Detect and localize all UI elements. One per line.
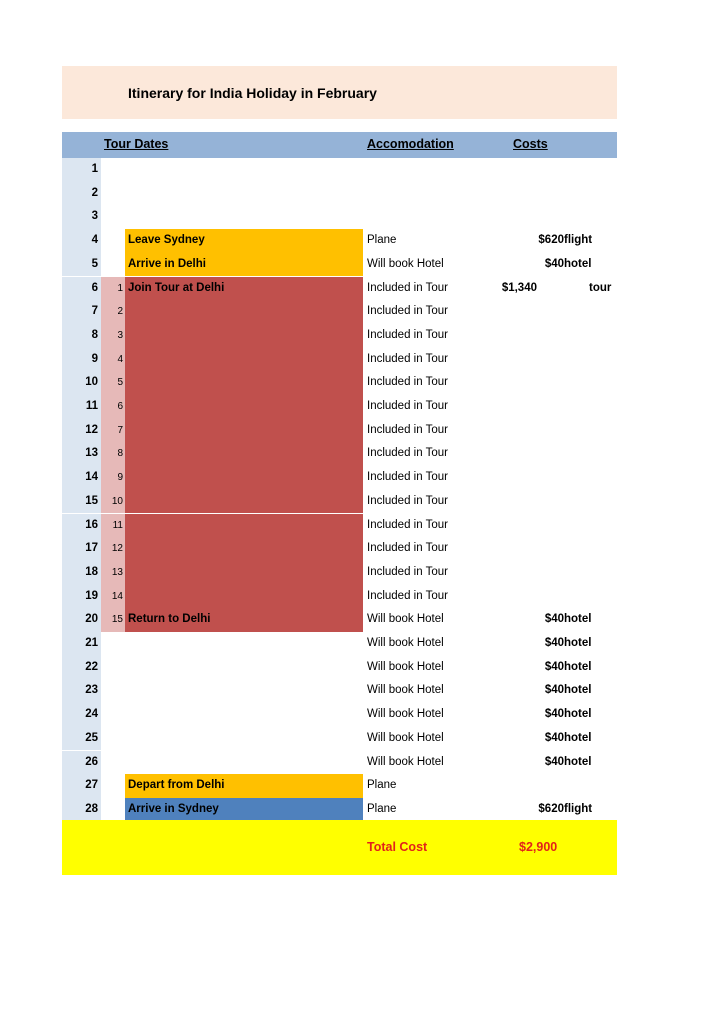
cost-type: hotel [564, 731, 592, 744]
day-number: 15 [62, 490, 101, 514]
table-row [62, 277, 617, 301]
tour-day-number: 6 [101, 395, 125, 419]
cost-type: hotel [564, 684, 592, 697]
cost-amount: $40 [544, 613, 564, 626]
table-row [62, 798, 617, 822]
tour-day-number: 2 [101, 300, 125, 324]
activity-cell [125, 561, 363, 585]
day-number: 9 [62, 348, 101, 372]
accomodation-cell: Included in Tour [367, 352, 448, 365]
cost-amount: $40 [544, 257, 564, 270]
total-cost-label: Total Cost [367, 840, 428, 854]
table-row [62, 371, 617, 395]
cost-type: hotel [564, 613, 592, 626]
cost-amount: $40 [544, 708, 564, 721]
day-number: 27 [62, 774, 101, 798]
activity-cell [125, 442, 363, 466]
day-number: 5 [62, 253, 101, 277]
activity-cell: Depart from Delhi [125, 774, 363, 798]
table-row [62, 442, 617, 466]
table-row [62, 608, 617, 632]
activity-cell [125, 490, 363, 514]
accomodation-cell: Will book Hotel [367, 708, 444, 721]
cost-type: tour [589, 281, 612, 294]
activity-cell [125, 371, 363, 395]
day-number: 23 [62, 679, 101, 703]
day-number: 14 [62, 466, 101, 490]
day-number: 26 [62, 751, 101, 775]
accomodation-cell: Included in Tour [367, 281, 448, 294]
accomodation-cell: Included in Tour [367, 447, 448, 460]
cost-amount: $40 [544, 684, 564, 697]
accomodation-cell: Will book Hotel [367, 731, 444, 744]
cost-amount: $1,340 [501, 281, 537, 294]
day-number: 3 [62, 205, 101, 229]
activity-cell: Leave Sydney [125, 229, 363, 253]
title-bar [62, 66, 617, 119]
cost-amount: $40 [544, 755, 564, 768]
tour-day-number: 4 [101, 348, 125, 372]
column-header-row [62, 132, 617, 158]
activity-cell: Arrive in Sydney [125, 798, 363, 822]
accomodation-cell: Included in Tour [367, 400, 448, 412]
accomodation-cell: Plane [367, 234, 397, 247]
cost-amount: $40 [544, 637, 564, 649]
tour-day-number: 3 [101, 324, 125, 348]
day-number: 25 [62, 727, 101, 751]
cost-type: flight [564, 234, 593, 247]
table-row [62, 585, 617, 609]
activity-cell [125, 537, 363, 561]
accomodation-cell: Plane [367, 779, 397, 792]
table-row [62, 158, 617, 182]
day-number: 22 [62, 656, 101, 680]
table-row [62, 727, 617, 751]
tour-day-number: 10 [101, 490, 125, 514]
activity-cell [125, 348, 363, 372]
tour-day-number: 1 [101, 277, 125, 301]
accomodation-cell: Included in Tour [367, 565, 448, 578]
tour-day-number: 15 [101, 608, 125, 632]
table-row [62, 537, 617, 561]
activity-cell [125, 514, 363, 538]
table-row [62, 395, 617, 419]
accomodation-cell: Included in Tour [367, 305, 448, 318]
cost-type: hotel [564, 660, 592, 673]
tour-day-number: 11 [101, 514, 125, 538]
day-number: 17 [62, 537, 101, 561]
day-number: 18 [62, 561, 101, 585]
day-number: 2 [62, 182, 101, 206]
tour-day-number: 13 [101, 561, 125, 585]
table-row [62, 348, 617, 372]
cost-amount: $620 [538, 802, 564, 815]
day-number: 7 [62, 300, 101, 324]
tour-day-number: 8 [101, 442, 125, 466]
day-number: 13 [62, 442, 101, 466]
cost-type: hotel [564, 708, 592, 721]
cost-amount: $40 [544, 731, 564, 744]
sheet-title: Itinerary for India Holiday in February [128, 85, 377, 101]
table-row [62, 205, 617, 229]
total-cost-value: $2,900 [519, 840, 558, 854]
tour-day-number: 9 [101, 466, 125, 490]
accomodation-cell: Included in Tour [367, 589, 448, 602]
accomodation-cell: Included in Tour [367, 423, 448, 436]
day-number: 28 [62, 798, 101, 822]
activity-cell [125, 395, 363, 419]
accomodation-cell: Included in Tour [367, 494, 448, 507]
tour-day-number: 5 [101, 371, 125, 395]
cost-amount: $40 [544, 660, 564, 673]
day-number: 24 [62, 703, 101, 727]
table-row [62, 182, 617, 206]
accomodation-cell: Included in Tour [367, 471, 448, 484]
accomodation-cell: Included in Tour [367, 376, 448, 389]
table-row [62, 514, 617, 538]
table-row [62, 632, 617, 656]
cost-type: flight [564, 802, 593, 815]
activity-cell [125, 419, 363, 443]
cost-amount: $620 [538, 234, 564, 247]
day-number: 11 [62, 395, 101, 419]
header-tour-dates: Tour Dates [104, 137, 169, 151]
accomodation-cell: Plane [367, 802, 397, 815]
day-number: 20 [62, 608, 101, 632]
tour-day-number: 12 [101, 537, 125, 561]
activity-cell [125, 585, 363, 609]
table-row [62, 490, 617, 514]
accomodation-cell: Will book Hotel [367, 755, 444, 768]
day-number: 1 [62, 158, 101, 182]
table-row [62, 300, 617, 324]
activity-cell: Return to Delhi [125, 608, 363, 632]
table-row [62, 751, 617, 775]
day-number: 16 [62, 514, 101, 538]
activity-cell: Join Tour at Delhi [125, 277, 363, 301]
activity-cell [125, 324, 363, 348]
activity-cell [125, 466, 363, 490]
day-number: 8 [62, 324, 101, 348]
accomodation-cell: Included in Tour [367, 542, 448, 555]
activity-cell: Arrive in Delhi [125, 253, 363, 277]
day-number: 21 [62, 632, 101, 656]
day-number: 6 [62, 277, 101, 301]
table-row [62, 419, 617, 443]
activity-cell [125, 300, 363, 324]
table-row [62, 703, 617, 727]
accomodation-cell: Will book Hotel [367, 684, 444, 697]
cost-type: hotel [564, 637, 592, 649]
accomodation-cell: Will book Hotel [367, 613, 444, 626]
table-row [62, 229, 617, 253]
tour-day-number: 14 [101, 585, 125, 609]
accomodation-cell: Included in Tour [367, 518, 448, 531]
table-row [62, 561, 617, 585]
header-costs: Costs [513, 137, 548, 151]
accomodation-cell: Will book Hotel [367, 637, 444, 649]
table-row [62, 253, 617, 277]
day-number: 4 [62, 229, 101, 253]
accomodation-cell: Will book Hotel [367, 257, 444, 270]
day-number: 12 [62, 419, 101, 443]
table-row [62, 466, 617, 490]
table-row [62, 774, 617, 798]
tour-day-number: 7 [101, 419, 125, 443]
table-row [62, 656, 617, 680]
accomodation-cell: Included in Tour [367, 328, 448, 341]
day-number: 10 [62, 371, 101, 395]
header-accomodation: Accomodation [367, 137, 454, 151]
accomodation-cell: Will book Hotel [367, 660, 444, 673]
day-number: 19 [62, 585, 101, 609]
cost-type: hotel [564, 755, 592, 768]
cost-type: hotel [564, 257, 592, 270]
total-row [62, 820, 617, 875]
table-row [62, 679, 617, 703]
table-row [62, 324, 617, 348]
